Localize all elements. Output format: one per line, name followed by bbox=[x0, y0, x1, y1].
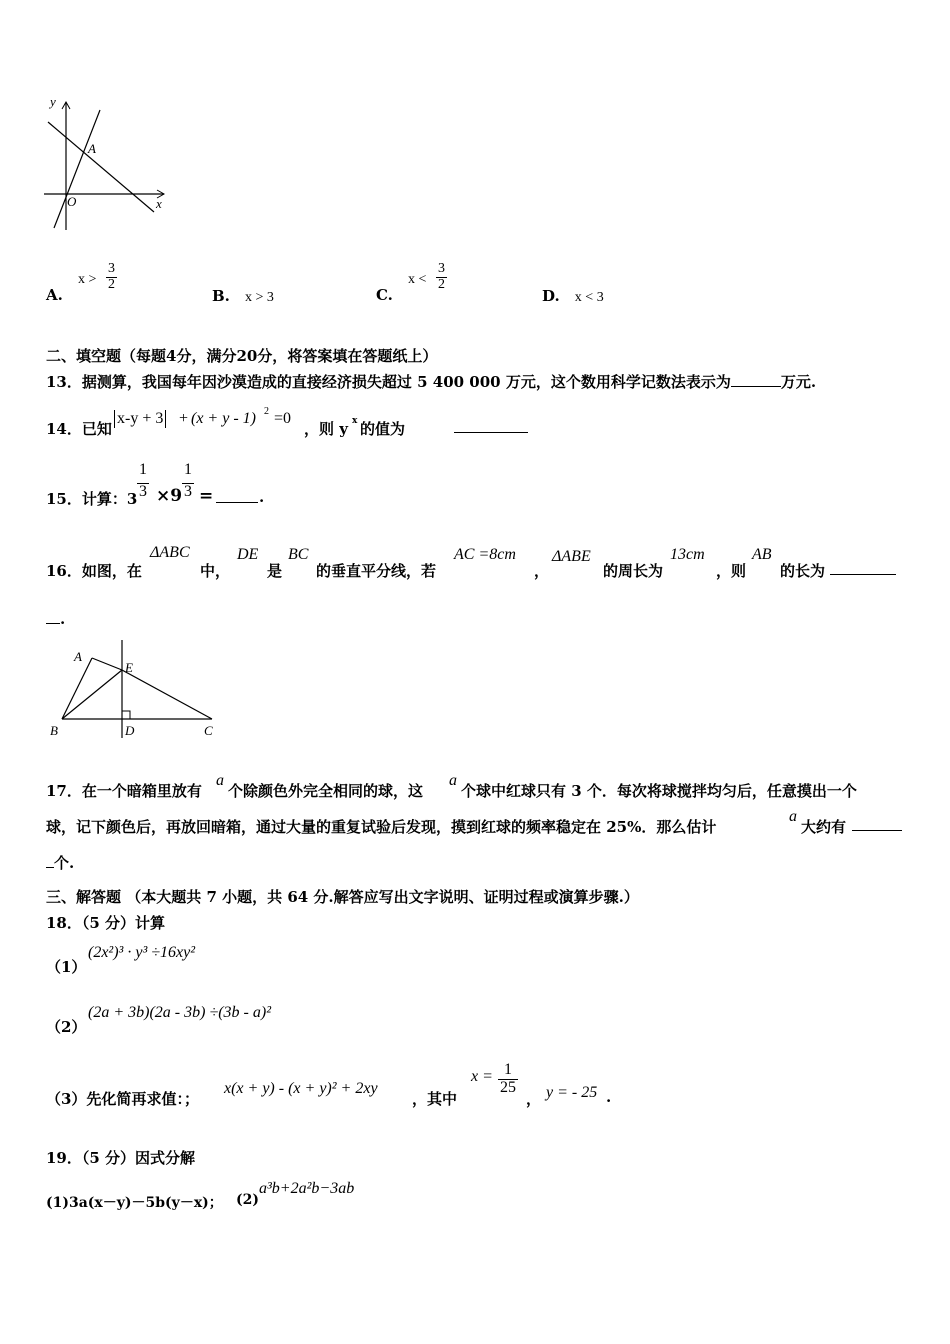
q15-end: . bbox=[259, 488, 265, 506]
q17-blank-cont[interactable] bbox=[46, 853, 54, 868]
q18-p3-comma: ， bbox=[526, 1090, 542, 1108]
q16-line2 bbox=[46, 609, 65, 628]
segment-be bbox=[62, 670, 122, 719]
line-decreasing bbox=[48, 122, 154, 212]
q19-title: 19．（5 分）因式分解 bbox=[46, 1149, 196, 1167]
q18-p3-xeq: x = bbox=[471, 1068, 493, 1085]
segment-ae bbox=[92, 658, 122, 670]
q18-p1-label: （1） bbox=[46, 958, 87, 976]
choice-b-label: B. bbox=[212, 287, 230, 305]
section-3-heading: 三、解答题 （本大题共 7 小题，共 64 分.解答应写出文字说明、证明过程或演算步骤.） bbox=[46, 888, 639, 906]
q15-den2: 3 bbox=[184, 482, 192, 500]
q18-title: 18．（5 分）计算 bbox=[46, 914, 166, 932]
right-angle-mark bbox=[122, 711, 130, 719]
q16-abe: ΔABE bbox=[552, 548, 591, 565]
q16-mid: 中， bbox=[200, 562, 231, 580]
q18-p1-expr: (2x²)³ · y³ ÷16xy² bbox=[88, 944, 196, 961]
q17-l1b: 个除颜色外完全相同的球，这 bbox=[228, 782, 424, 800]
q18-p3-mid: ，其中 bbox=[412, 1090, 458, 1108]
question-13 bbox=[46, 371, 816, 392]
q16-blank[interactable] bbox=[830, 560, 896, 575]
q16-text3: 的周长为 bbox=[603, 562, 664, 580]
section-2-heading: 二、填空题（每题4分，满分20分，将答案填在答题纸上） bbox=[46, 347, 438, 365]
choice-c-pre: x < bbox=[408, 272, 427, 287]
label-d: D bbox=[125, 723, 135, 738]
segment-ec bbox=[122, 670, 212, 719]
q14-sup: x bbox=[352, 416, 358, 426]
q18-p3-num: 1 bbox=[504, 1061, 512, 1078]
coordinate-figure bbox=[40, 90, 175, 235]
q15-times: ×9 bbox=[156, 486, 183, 506]
q16-text5: 的长为 bbox=[780, 562, 826, 580]
q13-text: 13．据测算，我国每年因沙漠造成的直接经济损失超过 5 400 000 万元，这个数用科学记数法表示为 bbox=[46, 373, 731, 391]
q15-num1: 1 bbox=[139, 461, 147, 478]
triangle-figure bbox=[44, 636, 229, 742]
x-label: x bbox=[156, 196, 162, 211]
line-increasing bbox=[54, 110, 100, 228]
choice-d-text: x < 3 bbox=[574, 290, 604, 305]
q18-p3-end: . bbox=[606, 1088, 612, 1106]
q16-blank-cont[interactable] bbox=[46, 609, 60, 624]
q18-p2-expr: (2a + 3b)(2a - 3b) ÷(3b - a)² bbox=[88, 1004, 271, 1021]
q14-abs: x-y + 3 bbox=[114, 410, 166, 428]
choice-c-label: C. bbox=[376, 286, 393, 304]
q16-de: DE bbox=[237, 546, 259, 563]
choice-a-pre: x > bbox=[78, 272, 97, 287]
label-e: E bbox=[125, 660, 133, 675]
segment-ba bbox=[62, 658, 92, 719]
q16-tri: ΔABC bbox=[150, 544, 190, 561]
label-a: A bbox=[74, 649, 82, 664]
q16-text4: ，则 bbox=[716, 562, 747, 580]
q18-p3-label: （3）先化简再求值：； bbox=[46, 1090, 199, 1108]
choice-d-label: D. bbox=[542, 287, 560, 305]
q14-post2: 的值为 bbox=[360, 420, 406, 438]
q17-l2a: 球，记下颜色后，再放回暗箱，通过大量的重复试验后发现，摸到红球的频率稳定在 25%．那么估计 bbox=[46, 818, 717, 836]
q16-is: 是 bbox=[267, 562, 283, 580]
q15-pre: 15．计算：3 bbox=[46, 490, 138, 508]
q17-a1: a bbox=[216, 772, 224, 789]
choice-a-den: 2 bbox=[108, 276, 115, 292]
choice-b-text: x > 3 bbox=[245, 290, 274, 305]
q16-comma: ， bbox=[534, 562, 550, 580]
point-a-label: A bbox=[88, 141, 96, 156]
choice-c-den: 2 bbox=[438, 276, 445, 292]
q14-post: ，则 y bbox=[304, 420, 348, 438]
choice-d[interactable] bbox=[542, 286, 604, 306]
label-c: C bbox=[204, 723, 213, 738]
q18-p2-label: （2） bbox=[46, 1018, 87, 1036]
q16-ac: AC =8cm bbox=[454, 546, 516, 563]
label-b: B bbox=[50, 723, 58, 738]
q17-l1a: 17．在一个暗箱里放有 bbox=[46, 782, 202, 800]
origin-label: O bbox=[67, 194, 77, 209]
q15-num2: 1 bbox=[184, 461, 192, 478]
q16-pre: 16．如图，在 bbox=[46, 562, 142, 580]
q17-a3: a bbox=[789, 808, 797, 825]
choice-b[interactable] bbox=[212, 286, 274, 306]
q16-ab: AB bbox=[752, 546, 772, 563]
question-17-line3 bbox=[46, 852, 74, 873]
q16-perimeter: 13cm bbox=[670, 546, 705, 563]
q17-blank[interactable] bbox=[852, 816, 902, 831]
q14-paren: (x + y - 1) bbox=[191, 410, 256, 427]
q19-p1: (1)3a(x－y)－5b(y－x)； bbox=[46, 1195, 223, 1211]
q18-p3-yeq: y = - 25 bbox=[546, 1084, 598, 1101]
q14-eq: =0 bbox=[274, 410, 292, 427]
q16-bc: BC bbox=[288, 546, 309, 563]
q13-tail: 万元. bbox=[780, 373, 817, 391]
q15-den1: 3 bbox=[139, 482, 147, 500]
y-label: y bbox=[50, 94, 56, 109]
q16-end: . bbox=[60, 610, 66, 628]
choice-a-num: 3 bbox=[108, 261, 115, 276]
q17-l3: 个. bbox=[54, 854, 75, 872]
q17-a2: a bbox=[449, 772, 457, 789]
q14-blank[interactable] bbox=[454, 418, 528, 433]
q19-p2-label: (2) bbox=[236, 1192, 259, 1208]
q16-text2: 的垂直平分线，若 bbox=[316, 562, 437, 580]
q15-eq: = bbox=[199, 486, 214, 506]
choice-a-label: A. bbox=[46, 286, 63, 304]
q17-l1c: 个球中红球只有 3 个．每次将球搅拌均匀后，任意摸出一个 bbox=[461, 782, 857, 800]
q13-blank[interactable] bbox=[731, 372, 781, 387]
q18-p3-expr: x(x + y) - (x + y)² + 2xy bbox=[224, 1080, 378, 1097]
q19-p2-expr: a³b+2a²b−3ab bbox=[259, 1180, 355, 1197]
choice-c-num: 3 bbox=[438, 261, 445, 276]
q14-pre: 14．已知 bbox=[46, 420, 112, 438]
q15-blank[interactable] bbox=[216, 488, 258, 503]
q14-exp: 2 bbox=[264, 406, 269, 417]
q18-p3-den: 25 bbox=[500, 1078, 516, 1096]
q17-l2b: 大约有 bbox=[801, 818, 847, 836]
q14-plus: + bbox=[179, 410, 189, 427]
